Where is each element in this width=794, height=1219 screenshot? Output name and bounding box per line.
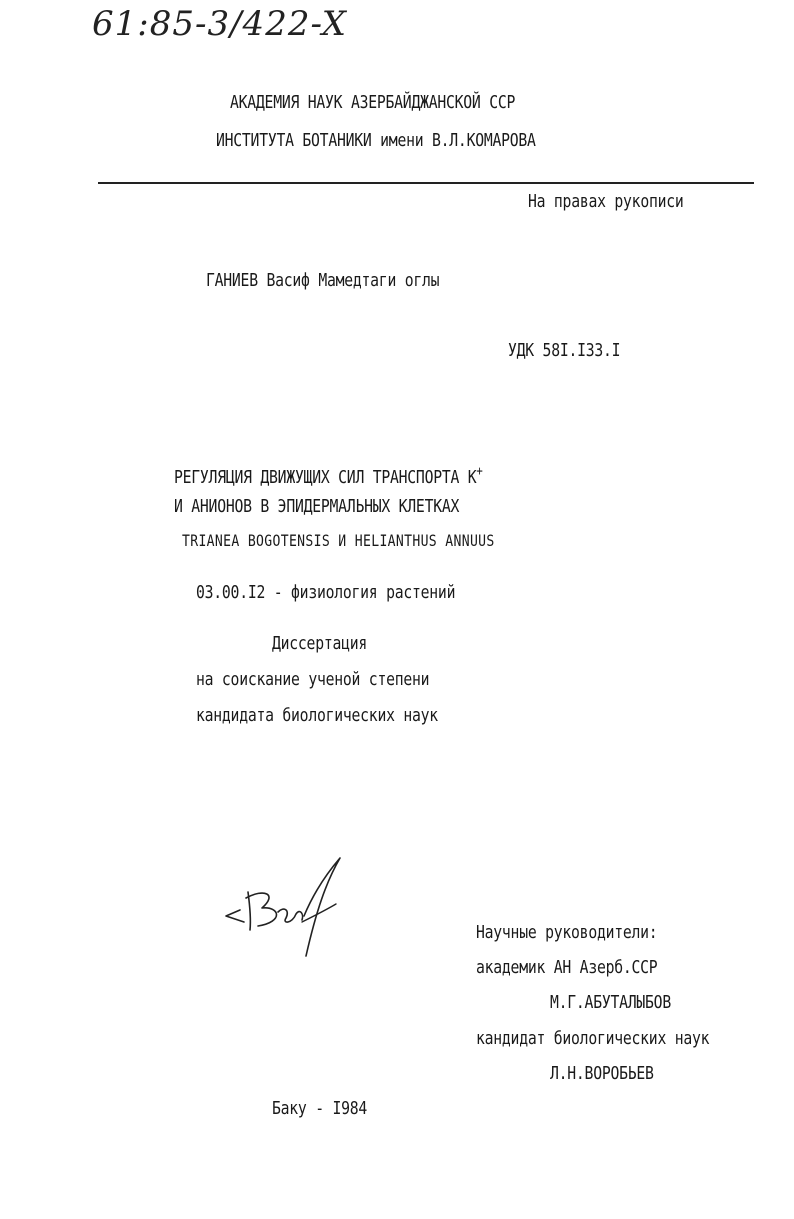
supervisors-heading: [476, 922, 697, 944]
academy-name: АКАДЕМИЯ НАУК АЗЕРБАЙДЖАНСКОЙ ССР: [230, 92, 516, 113]
header-divider: [98, 182, 754, 184]
academy-header: [230, 92, 578, 114]
author-name: [206, 270, 491, 292]
supervisor-2-title: [476, 1028, 761, 1050]
title-line-1-block: [174, 461, 483, 489]
supervisor-2-name: [550, 1063, 676, 1085]
degree-line-2: [196, 669, 481, 691]
degree-line-3-text: кандидата биологических наук: [196, 705, 438, 726]
institute-name: ИНСТИТУТА БОТАНИКИ имени В.Л.КОМАРОВА: [216, 130, 536, 151]
title-line-1: [174, 461, 550, 489]
title-line-1-text: РЕГУЛЯЦИЯ ДВИЖУЩИХ СИЛ ТРАНСПОРТА К: [174, 467, 477, 488]
title-line-3-text: TRIANEA BOGOTENSIS И HELIANTHUS ANNUUS: [182, 531, 495, 550]
supervisor-1-title: [476, 957, 697, 979]
manuscript-rights-text: На правах рукописи: [528, 191, 684, 212]
title-line-3: [182, 530, 563, 552]
place-and-year-text: Баку - I984: [272, 1098, 368, 1119]
place-and-year: [272, 1098, 388, 1120]
udc-code: [508, 340, 645, 362]
supervisors-heading-text: Научные руководители:: [476, 922, 658, 943]
title-line-2: [174, 496, 522, 518]
supervisor-2-name-text: Л.Н.ВОРОБЬЕВ: [550, 1063, 654, 1084]
manuscript-rights: [528, 191, 718, 213]
institute-header: [216, 130, 606, 152]
degree-line-3: [196, 705, 491, 727]
title-line-2-text: И АНИОНОВ В ЭПИДЕРМАЛЬНЫХ КЛЕТКАХ: [174, 496, 460, 517]
supervisor-1-name: [550, 992, 698, 1014]
udc-code-text: УДК 58I.I33.I: [508, 340, 621, 361]
title-superscript: +: [476, 464, 483, 479]
supervisor-1-title-text: академик АН Азерб.ССР: [476, 957, 658, 978]
archive-mark: 61:85-3/422-X: [92, 4, 347, 44]
author-signature: [218, 852, 348, 962]
specialty: [196, 582, 512, 604]
degree-line-1: [272, 633, 388, 655]
supervisor-1-name-text: М.Г.АБУТАЛЫБОВ: [550, 992, 671, 1013]
specialty-text: 03.00.I2 - физиология растений: [196, 582, 456, 603]
author-name-text: ГАНИЕВ Васиф Мамедтаги оглы: [206, 270, 440, 291]
degree-line-2-text: на соискание ученой степени: [196, 669, 430, 690]
degree-line-1-text: Диссертация: [272, 633, 368, 654]
supervisor-2-title-text: кандидат биологических наук: [476, 1028, 710, 1049]
